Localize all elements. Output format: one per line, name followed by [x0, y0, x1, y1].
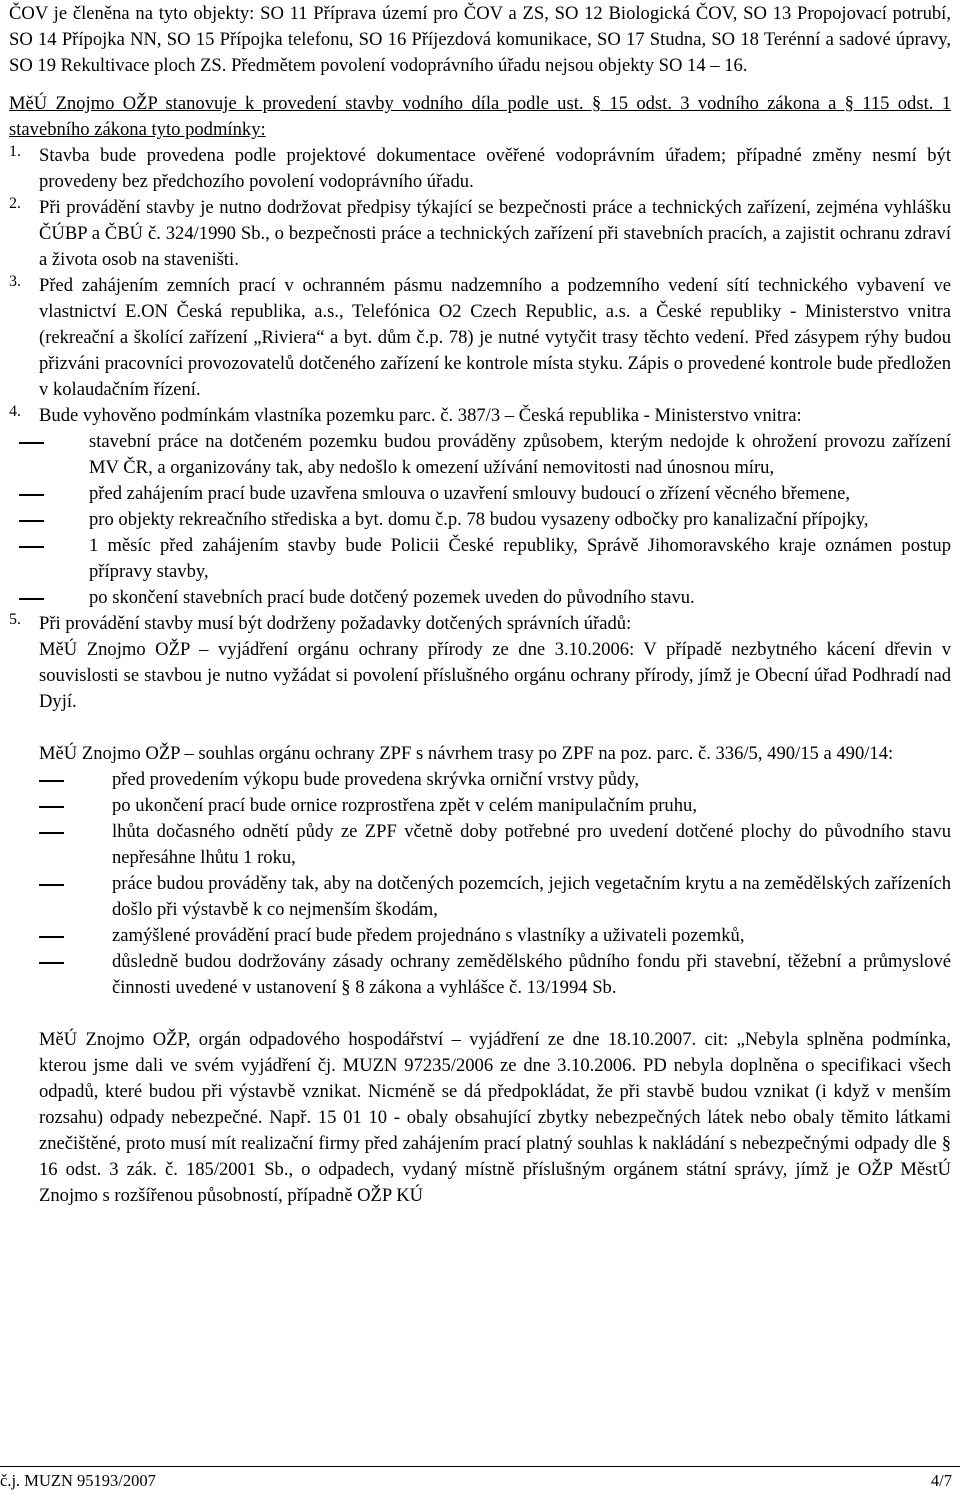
condition-number: 3. [9, 273, 21, 290]
condition-text: Při provádění stavby musí být dodrženy požadavky dotčených správních úřadů: [39, 613, 632, 634]
waste-management-paragraph: MěÚ Znojmo OŽP, orgán odpadového hospodářství – vyjádření ze dne 18.10.2007. cit: „Nebyla splněna podmínka, kterou jsme dali ve svém vyjádření čj. MUZN 97235/2006 ze dne 3.10.2006. PD nebyla doplněna o specifikaci všech odpadů, které budou při výstavbě vznikat. Nicméně se dá předpokládat, že při stavbě budou vznikat (i když v menším rozsahu) odpady nebezpečné. Např. 15 01 10 - obaly obsahující zbytky nebezpečných látek nebo obaly těmito látkami znečištěné, proto musí mít realizační firmy před zahájením prací platný souhlas k nakládání s nebezpečnými odpady dle § 16 odst. 3 zák. č. 185/2001 Sb., o odpadech, vydaný místně příslušným orgánem státní správy, jímž je OŽP MěstÚ Znojmo s rozšířenou působností, případně OŽP KÚ [39, 1029, 951, 1206]
list-item: stavební práce na dotčeném pozemku budou prováděny způsobem, kterým nedojde k ohrožení provozu zařízení MV ČR, a organizovány tak, aby nedošlo k omezení užívání nemovitosti nad únosnou míru, [9, 429, 951, 481]
zpf-conditions-list [39, 767, 951, 1001]
dash-marker [9, 481, 89, 507]
dash-marker [39, 949, 112, 1001]
condition-text: Při provádění stavby je nutno dodržovat předpisy týkající se bezpečnosti práce a technických zařízení, zejména vyhlášku ČÚBP a ČBÚ č. 324/1990 Sb., o bezpečnosti práce a technických zařízení při stavebních pracích, a zajistit ochranu zdraví a života osob na staveništi. [39, 197, 951, 270]
condition-4 [9, 403, 951, 429]
document-page [9, 0, 951, 1209]
list-item: pro objekty rekreačního střediska a byt. domu č.p. 78 budou vysazeny odbočky pro kanalizační přípojky, [9, 507, 951, 533]
dash-marker [39, 923, 112, 949]
list-item: před zahájením prací bude uzavřena smlouva o uzavření smlouvy budoucí o zřízení věcného břemene, [9, 481, 951, 507]
list-item: lhůta dočasného odnětí půdy ze ZPF včetně doby potřebné pro uvedení dotčené plochy do původního stavu nepřesáhne lhůtu 1 roku, [39, 819, 951, 871]
list-item: zamýšlené provádění prací bude předem projednáno s vlastníky a uživateli pozemků, [39, 923, 951, 949]
dash-marker [9, 533, 89, 585]
condition-text: Stavba bude provedena podle projektové dokumentace ověřené vodoprávním úřadem; případné změny nesmí být provedeny bez předchozího povolení vodoprávního úřadu. [39, 145, 951, 192]
condition-2 [9, 195, 951, 273]
dash-marker [9, 585, 89, 611]
condition-number: 4. [9, 403, 21, 420]
condition-number: 1. [9, 143, 21, 160]
footer-divider [0, 1466, 960, 1467]
nature-protection-paragraph: MěÚ Znojmo OŽP – vyjádření orgánu ochrany přírody ze dne 3.10.2006: V případě nezbytného kácení dřevin v souvislosti se stavbou je nutno vyžádat si povolení příslušného orgánu ochrany přírody, jímž je Obecní úřad Podhradí nad Dyjí. [39, 639, 951, 712]
dash-marker [9, 507, 89, 533]
condition-number: 2. [9, 195, 21, 212]
condition-text: Bude vyhověno podmínkám vlastníka pozemku parc. č. 387/3 – Česká republika - Ministerstvo vnitra: [39, 405, 802, 426]
condition-number: 5. [9, 611, 21, 628]
dash-marker [9, 429, 89, 481]
intro-paragraph: ČOV je členěna na tyto objekty: SO 11 Příprava území pro ČOV a ZS, SO 12 Biologická ČOV, SO 13 Propojovací potrubí, SO 14 Přípojka NN, SO 15 Přípojka telefonu, SO 16 Příjezdová komunikace, SO 17 Studna, SO 18 Terénní a sadové úpravy, SO 19 Rekultivace ploch ZS. Předmětem povolení vodoprávního úřadu nejsou objekty SO 14 – 16. [9, 3, 951, 76]
list-item: před provedením výkopu bude provedena skrývka orniční vrstvy půdy, [39, 767, 951, 793]
document-reference: č.j. MUZN 95193/2007 [0, 1471, 156, 1490]
list-item: 1 měsíc před zahájením stavby bude Policii České republiky, Správě Jihomoravského kraje oznámen postup přípravy stavby, [9, 533, 951, 585]
zpf-consent-paragraph: MěÚ Znojmo OŽP – souhlas orgánu ochrany ZPF s návrhem trasy po ZPF na poz. parc. č. 336/5, 490/15 a 490/14: [39, 743, 894, 764]
condition-text: Před zahájením zemních prací v ochranném pásmu nadzemního a podzemního vedení sítí technického vybavení ve vlastnictví E.ON Česká republika, a.s., Telefónica O2 Czech Republic, a.s. a České republiky - Ministerstvo vnitra (rekreační a školící zařízení „Riviera“ a byt. dům č.p. 78) je nutné vytyčit trasy těchto vedení. Před zásypem rýhy budou přizváni pracovníci provozovatelů dotčeného zařízení ke kontrole místa styku. Zápis o provedené kontrole bude předložen v kolaudačním řízení. [39, 275, 951, 400]
dash-marker [39, 871, 112, 923]
owner-conditions-list [9, 429, 951, 611]
dash-marker [39, 767, 112, 793]
condition-5 [9, 611, 951, 1209]
dash-marker [39, 793, 112, 819]
condition-3 [9, 273, 951, 403]
list-item: práce budou prováděny tak, aby na dotčených pozemcích, jejich vegetačním krytu a na zemědělských zařízeních došlo při výstavbě k co nejmenším škodám, [39, 871, 951, 923]
list-item: důsledně budou dodržovány zásady ochrany zemědělského půdního fondu při stavební, těžební a průmyslové činnosti uvedené v ustanovení § 8 zákona a vyhlášce č. 13/1994 Sb. [39, 949, 951, 1001]
list-item: po skončení stavebních prací bude dotčený pozemek uveden do původního stavu. [9, 585, 951, 611]
list-item: po ukončení prací bude ornice rozprostřena zpět v celém manipulačním pruhu, [39, 793, 951, 819]
conditions-heading: MěÚ Znojmo OŽP stanovuje k provedení stavby vodního díla podle ust. § 15 odst. 3 vodního zákona a § 115 odst. 1 stavebního zákona tyto podmínky: [9, 93, 951, 140]
page-number: 4/7 [930, 1471, 952, 1490]
condition-1 [9, 143, 951, 195]
dash-marker [39, 819, 112, 871]
